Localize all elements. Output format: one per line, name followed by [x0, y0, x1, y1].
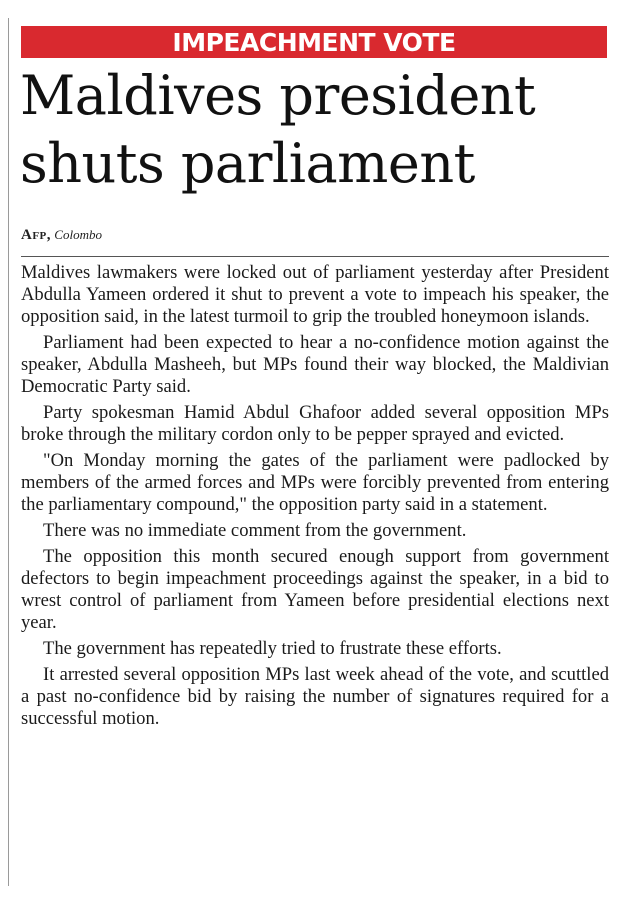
headline-line: Maldives president	[20, 64, 536, 127]
article-paragraph: Party spokesman Hamid Abdul Ghafoor added several opposition MPs broke through the military cordon only to be pepper sprayed and evicted.	[21, 402, 609, 445]
headline	[20, 62, 620, 198]
byline-dateline: Colombo	[54, 227, 102, 242]
article-paragraph: "On Monday morning the gates of the parliament were padlocked by members of the armed forces and MPs were forcibly prevented from entering the parliamentary compound," the opposition party said in a statement.	[21, 450, 609, 515]
article-paragraph: The opposition this month secured enough support from government defectors to begin impeachment proceedings against the speaker, in a bid to wrest control of parliament from Yameen before presidential elections next year.	[21, 546, 609, 633]
article-paragraph: It arrested several opposition MPs last week ahead of the vote, and scuttled a past no-confidence bid by raising the number of signatures required for a successful motion.	[21, 664, 609, 729]
byline-separator: ,	[46, 227, 51, 243]
column-rule	[8, 18, 9, 886]
headline-line: shuts parliament	[20, 132, 475, 195]
byline	[21, 227, 102, 244]
article-body	[21, 262, 609, 734]
article-paragraph: Parliament had been expected to hear a no-confidence motion against the speaker, Abdulla Masheeh, but MPs found their way blocked, the Maldivian Democratic Party said.	[21, 332, 609, 397]
article-paragraph: Maldives lawmakers were locked out of parliament yesterday after President Abdulla Yameen ordered it shut to prevent a vote to impeach his speaker, the opposition said, in the latest turmoil to grip the troubled honeymoon islands.	[21, 262, 609, 327]
article-paragraph: There was no immediate comment from the government.	[43, 520, 467, 541]
article-paragraph: The government has repeatedly tried to frustrate these efforts.	[43, 638, 502, 659]
section-kicker: IMPEACHMENT VOTE	[21, 26, 607, 58]
byline-divider	[21, 256, 609, 257]
byline-agency: Afp	[21, 227, 47, 243]
